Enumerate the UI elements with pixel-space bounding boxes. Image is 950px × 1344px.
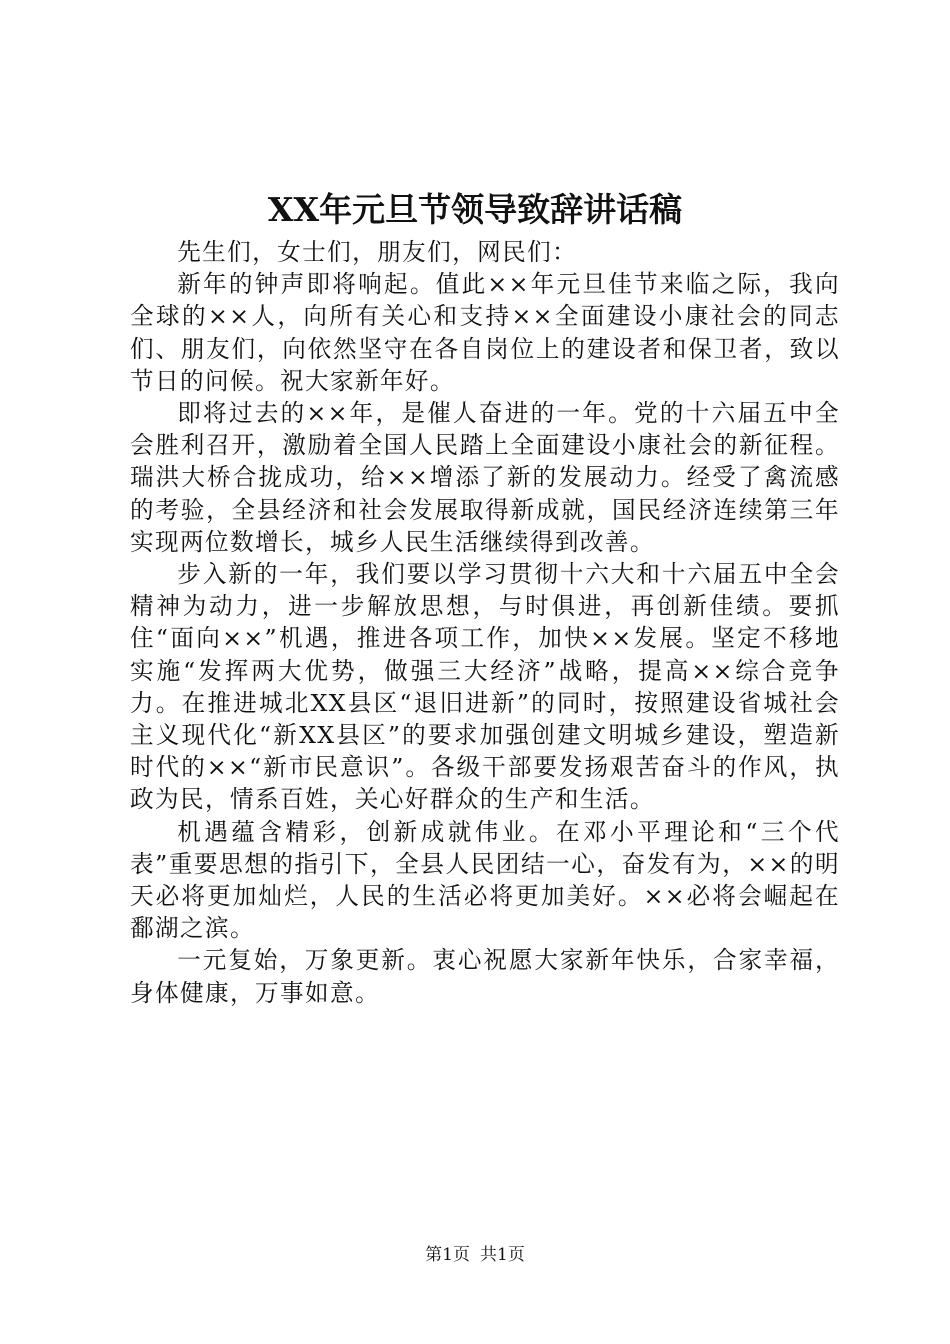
page-number: 第1页 — [425, 1245, 470, 1265]
paragraph-review: 即将过去的××年，是催人奋进的一年。党的十六届五中全会胜利召开，激励着全国人民踏上全面建设小康社会的新征程。瑞洪大桥合拢成功，给××增添了新的发展动力。经受了禽流感的考验，全县经济和社会发展取得新成就，国民经济连续第三年实现两位数增长，城乡人民生活继续得到改善。 — [130, 399, 840, 556]
page-total: 共1页 — [480, 1245, 525, 1265]
paragraph-plan: 步入新的一年，我们要以学习贯彻十六大和十六届五中全会精神为动力，进一步解放思想，与时俱进，再创新佳绩。要抓住“面向××”机遇，推进各项工作，加快××发展。坚定不移地实施“发挥两大优势，做强三大经济”战略，提高××综合竞争力。在推进城北XX县区“退旧进新”的同时，按照建设省城社会主义现代化“新XX县区”的要求加强创建文明城乡建设，塑造新时代的××“新市民意识”。各级干部要发扬艰苦奋斗的作风，执政为民，情系百姓，关心好群众的生产和生活。 — [130, 560, 840, 814]
paragraph-outlook: 机遇蕴含精彩，创新成就伟业。在邓小平理论和“三个代表”重要思想的指引下，全县人民团结一心，奋发有为，××的明天必将更加灿烂，人民的生活必将更加美好。××必将会崛起在鄱湖之滨。 — [130, 817, 840, 943]
page-footer — [0, 1243, 950, 1267]
paragraph-salutation: 先生们，女士们，朋友们，网民们： — [177, 238, 578, 266]
paragraph-wishes: 一元复始，万象更新。衷心祝愿大家新年快乐，合家幸福，身体健康，万事如意。 — [130, 946, 840, 1007]
page-title: XX年元旦节领导致辞讲话稿 — [267, 190, 683, 229]
document-body — [130, 236, 840, 1009]
paragraph-greeting: 新年的钟声即将响起。值此××年元旦佳节来临之际，我向全球的××人，向所有关心和支持××全面建设小康社会的同志们、朋友们，向依然坚守在各自岗位上的建设者和保卫者，致以节日的问候。祝大家新年好。 — [130, 270, 840, 395]
